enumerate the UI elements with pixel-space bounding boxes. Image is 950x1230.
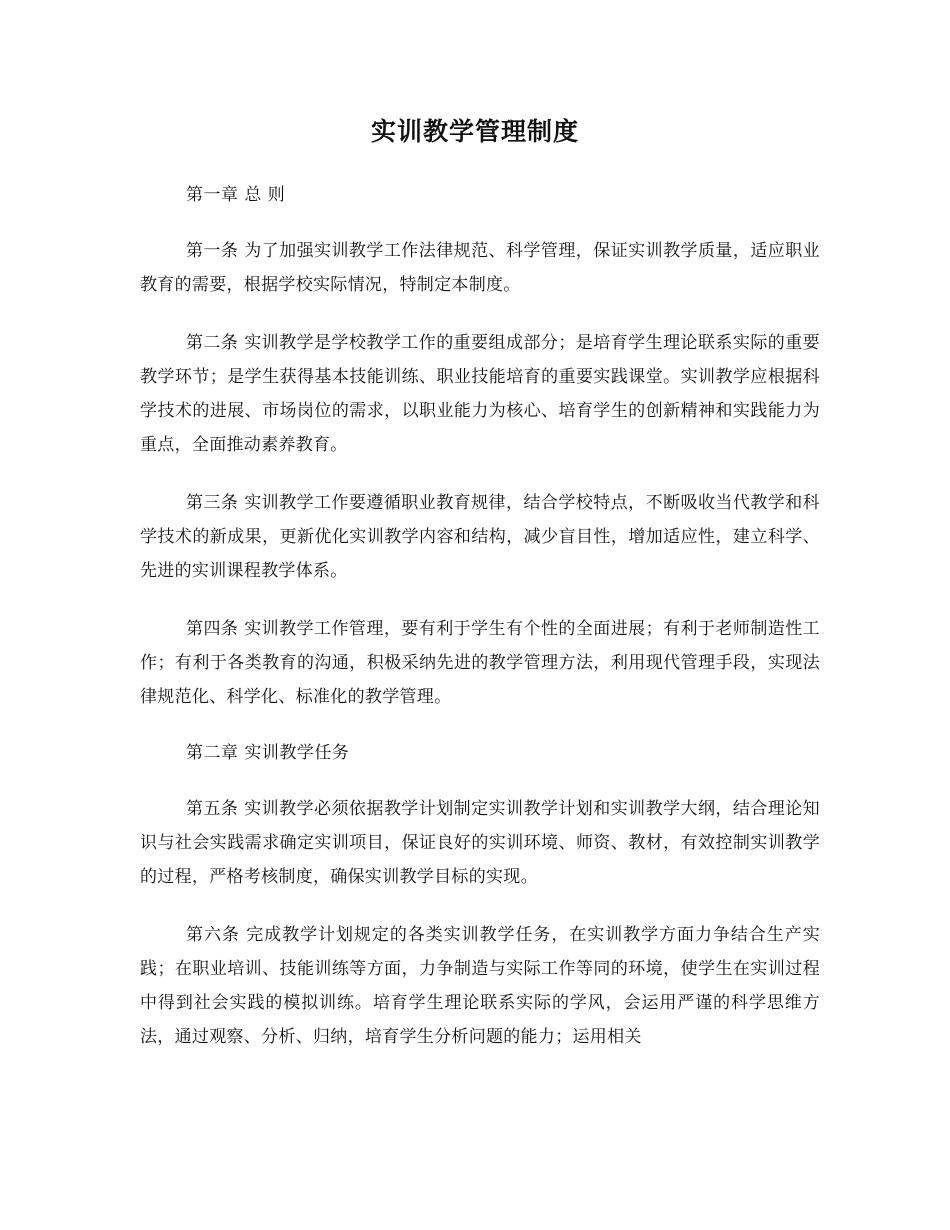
article-2: 第二条 实训教学是学校教学工作的重要组成部分；是培育学生理论联系实际的重要教学环节；是学生获得基本技能训练、职业技能培育的重要实践课堂。实训教学应根据科学技术的进展、市场岗位的需求，以职业能力为核心、培育学生的创新精神和实践能力为重点，全面推动素养教育。 — [140, 333, 820, 455]
chapter-heading-2: 第二章 实训教学任务 — [186, 743, 350, 763]
article-6: 第六条 完成教学计划规定的各类实训教学任务，在实训教学方面力争结合生产实践；在职业培训、技能训练等方面，力争制造与实际工作等同的环境，使学生在实训过程中得到社会实践的模拟训练。培育学生理论联系实际的学风，会运用严谨的科学思维方法，通过观察、分析、归纳，培育学生分析问题的能力；运用相关 — [140, 925, 820, 1047]
article-5: 第五条 实训教学必须依据教学计划制定实训教学计划和实训教学大纲，结合理论知识与社会实践需求确定实训项目，保证良好的实训环境、师资、教材，有效控制实训教学的过程，严格考核制度，确保实训教学目标的实现。 — [140, 799, 820, 887]
article-4: 第四条 实训教学工作管理，要有利于学生有个性的全面进展；有利于老师制造性工作；有利于各类教育的沟通，积极采纳先进的教学管理方法，利用现代管理手段，实现法律规范化、科学化、标准化的教学管理。 — [140, 619, 820, 707]
article-3: 第三条 实训教学工作要遵循职业教育规律，结合学校特点，不断吸收当代教学和科学技术的新成果，更新优化实训教学内容和结构，减少盲目性，增加适应性，建立科学、先进的实训课程教学体系。 — [140, 493, 820, 581]
chapter-heading-1: 第一章 总 则 — [186, 185, 286, 205]
page-title: 实训教学管理制度 — [370, 117, 579, 146]
article-1: 第一条 为了加强实训教学工作法律规范、科学管理，保证实训教学质量，适应职业教育的需要，根据学校实际情况，特制定本制度。 — [140, 241, 820, 295]
